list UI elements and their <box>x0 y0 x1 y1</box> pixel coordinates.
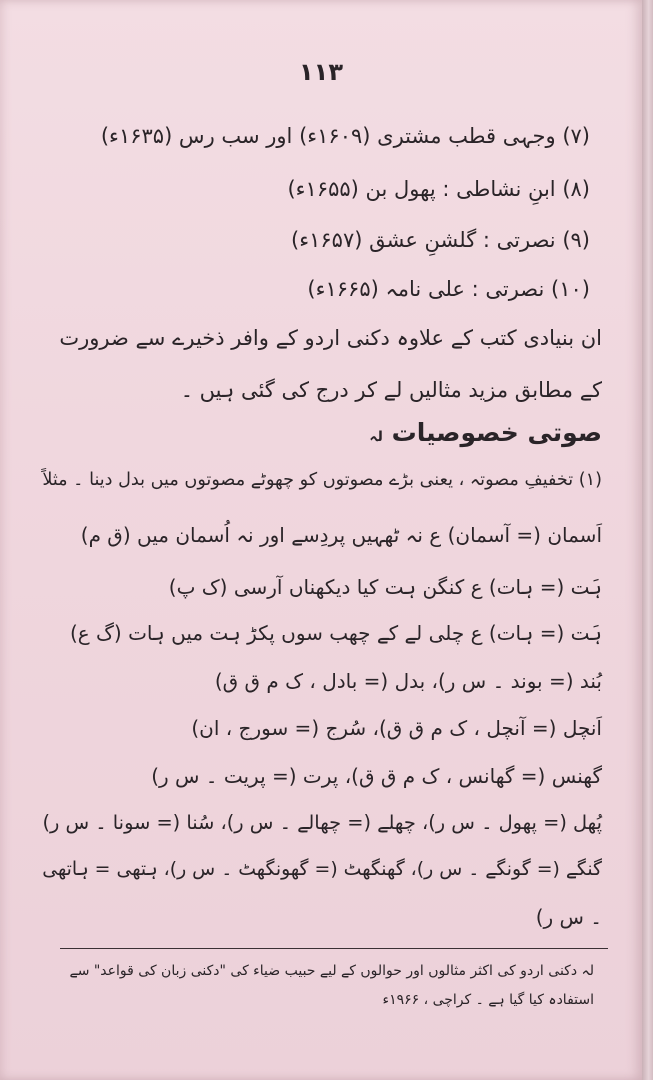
reference-line: (۷) وجہی قطب مشتری (۱۶۰۹ء) اور سب رس (۱۶۳۵ء) <box>100 124 590 148</box>
paragraph-line: کے مطابق مزید مثالیں لے کر درج کی گئی ہیں ۔ <box>180 378 602 402</box>
footnote-line: استفادہ کیا گیا ہے ۔ کراچی ، ۱۹۶۶ء <box>382 992 594 1008</box>
page-number: ۱۱۳ <box>299 58 343 86</box>
example-line: ۔ س ر) <box>535 905 602 929</box>
reference-line: (۱۰) نصرتی : علی نامہ (۱۶۶۵ء) <box>307 277 590 301</box>
example-line: ہَت (= ہات) ع چلی لے کے چھب سوں پکڑ ہت میں ہات (گ ع) <box>69 621 602 645</box>
example-line: اَسمان (= آسمان) ع نہ ٹھہیں پردِسے اور نہ اُسمان میں (ق م) <box>80 523 602 547</box>
footnote-reference-mark: لہ <box>369 429 383 445</box>
example-line: گنگے (= گونگے ۔ س ر)، گھنگھٹ (= گھونگھٹ ۔ س ر)، ہتھی = ہاتھی <box>42 858 602 880</box>
footnote-text: دکنی اردو کی اکثر مثالوں اور حوالوں کے لیے حبیب ضیاء کی "دکنی زبان کی قواعد" سے <box>69 963 578 979</box>
reference-line: (۸) ابنِ نشاطی : پھول بن (۱۶۵۵ء) <box>287 177 590 201</box>
example-line: اَنچل (= آنچل ، ک م ق ق)، سُرج (= سورج ، ان) <box>191 716 602 740</box>
example-line: ہَت (= ہات) ع کنگن ہت کیا دیکھناں آرسی (ک پ) <box>168 575 602 599</box>
example-line: بُند (= بوند ۔ س ر)، بدل (= بادل ، ک م ق ق) <box>214 669 602 693</box>
example-line: (۱) تخفیفِ مصوتہ ، یعنی بڑے مصوتوں کو چھوٹے مصوتوں میں بدل دینا ۔ مثلاً <box>42 470 602 490</box>
section-heading <box>369 418 602 447</box>
page-edge <box>642 0 653 1080</box>
footnote-line <box>69 963 594 979</box>
example-line: پُھل (= پھول ۔ س ر)، چھلے (= چھالے ۔ س ر)، سُنا (= سونا ۔ س ر) <box>42 811 602 834</box>
reference-line: (۹) نصرتی : گلشنِ عشق (۱۶۵۷ء) <box>291 228 590 252</box>
example-line: گھنس (= گھانس ، ک م ق ق)، پرت (= پریت ۔ س ر) <box>151 764 602 788</box>
section-heading-text: صوتی خصوصیات <box>391 418 602 447</box>
footnote-mark: لہ <box>581 963 594 979</box>
footnote-divider <box>60 948 608 949</box>
paragraph-line: ان بنیادی کتب کے علاوہ دکنی اردو کے وافر ذخیرے سے ضرورت <box>59 326 602 350</box>
